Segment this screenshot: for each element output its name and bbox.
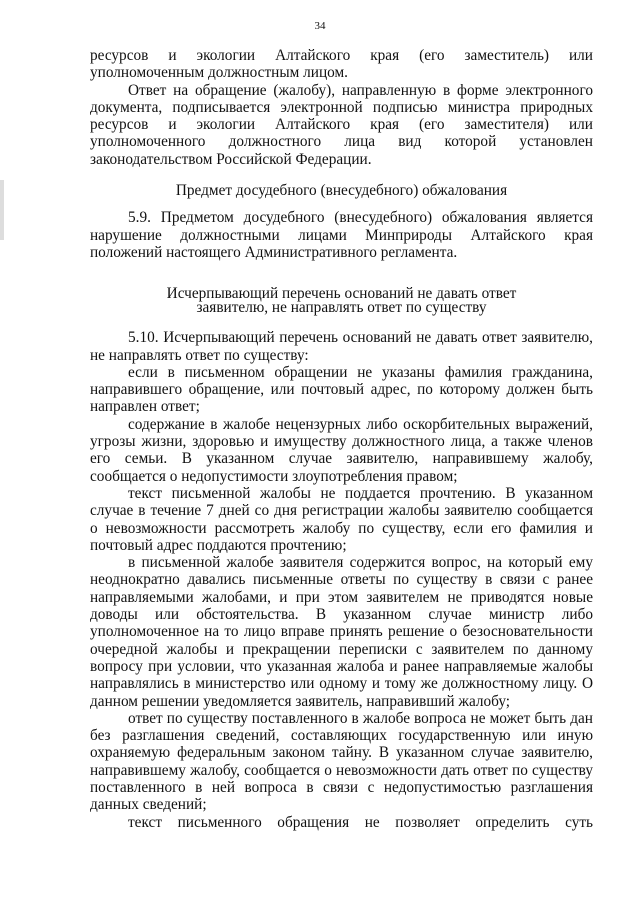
paragraph-5-9: 5.9. Предметом досудебного (внесудебного) обжалования является нарушение должностными лицами Минприроды Алтайского края положений настоящего Административного регламента.	[90, 209, 593, 261]
paragraph-5-10: 5.10. Исчерпывающий перечень оснований не давать ответ заявителю, не направлять ответ по существу:	[90, 329, 593, 364]
paragraph-electronic-reply: Ответ на обращение (жалобу), направленную в форме электронного документа, подписывается электронной подписью министра природных ресурсов и экологии Алтайского края (его заместителя) или уполномоченного должностного лица вид которой установлен законодательством Российской Федерации.	[90, 81, 593, 168]
section-heading-subject: Предмет досудебного (внесудебного) обжалования	[175, 182, 508, 200]
list-item: текст письменной жалобы не поддается прочтению. В указанном случае в течение 7 дней со дня регистрации жалобы заявителю сообщается о невозможности рассмотреть жалобу по существу, если его фамилия и почтовый адрес поддаются прочтению;	[90, 484, 593, 554]
section-heading-grounds-line2: заявителю, не направлять ответ по существу	[196, 299, 487, 317]
document-body	[90, 47, 593, 831]
list-item: ответ по существу поставленного в жалобе вопроса не может быть дан без разглашения сведений, составляющих государственную или иную охраняемую федеральным законом тайну. В указанном случае заявителю, направившему жалобу, сообщается о невозможности дать ответ по существу поставленного в ней вопроса в связи с недопустимостью разглашения данных сведений;	[90, 709, 593, 814]
list-item: в письменной жалобе заявителя содержится вопрос, на который ему неоднократно давались письменные ответы по существу в связи с ранее направляемыми жалобами, и при этом заявителем не приводятся новые доводы или обстоятельства. В указанном случае министр либо уполномоченное на то лицо вправе принять решение о безосновательности очередной жалобы и прекращении переписки с заявителем по данному вопросу при условии, что указанная жалоба и ранее направляемые жалобы направлялись в министерство или одному и тому же должностному лицу. О данном решении уведомляется заявитель, направивший жалобу;	[90, 554, 593, 710]
section-heading-grounds	[90, 287, 593, 315]
list-item: если в письменном обращении не указаны фамилия гражданина, направившего обращение, или почтовый адрес, по которому должен быть направлен ответ;	[90, 363, 593, 416]
list-item: содержание в жалобе нецензурных либо оскорбительных выражений, угрозы жизни, здоровью и имуществу должностного лица, а также членов его семьи. В указанном случае заявителю, направившему жалобу, сообщается о недопустимости злоупотребления правом;	[90, 415, 593, 485]
scan-edge-mark	[0, 180, 4, 240]
paragraph-continuation: ресурсов и экологии Алтайского края (его заместитель) или уполномоченным должностным лицом.	[90, 47, 593, 82]
page-number: 34	[314, 20, 326, 32]
section-heading-grounds-line1: Исчерпывающий перечень оснований не давать ответ	[166, 285, 517, 303]
list-item: текст письменного обращения не позволяет определить суть	[128, 813, 593, 831]
